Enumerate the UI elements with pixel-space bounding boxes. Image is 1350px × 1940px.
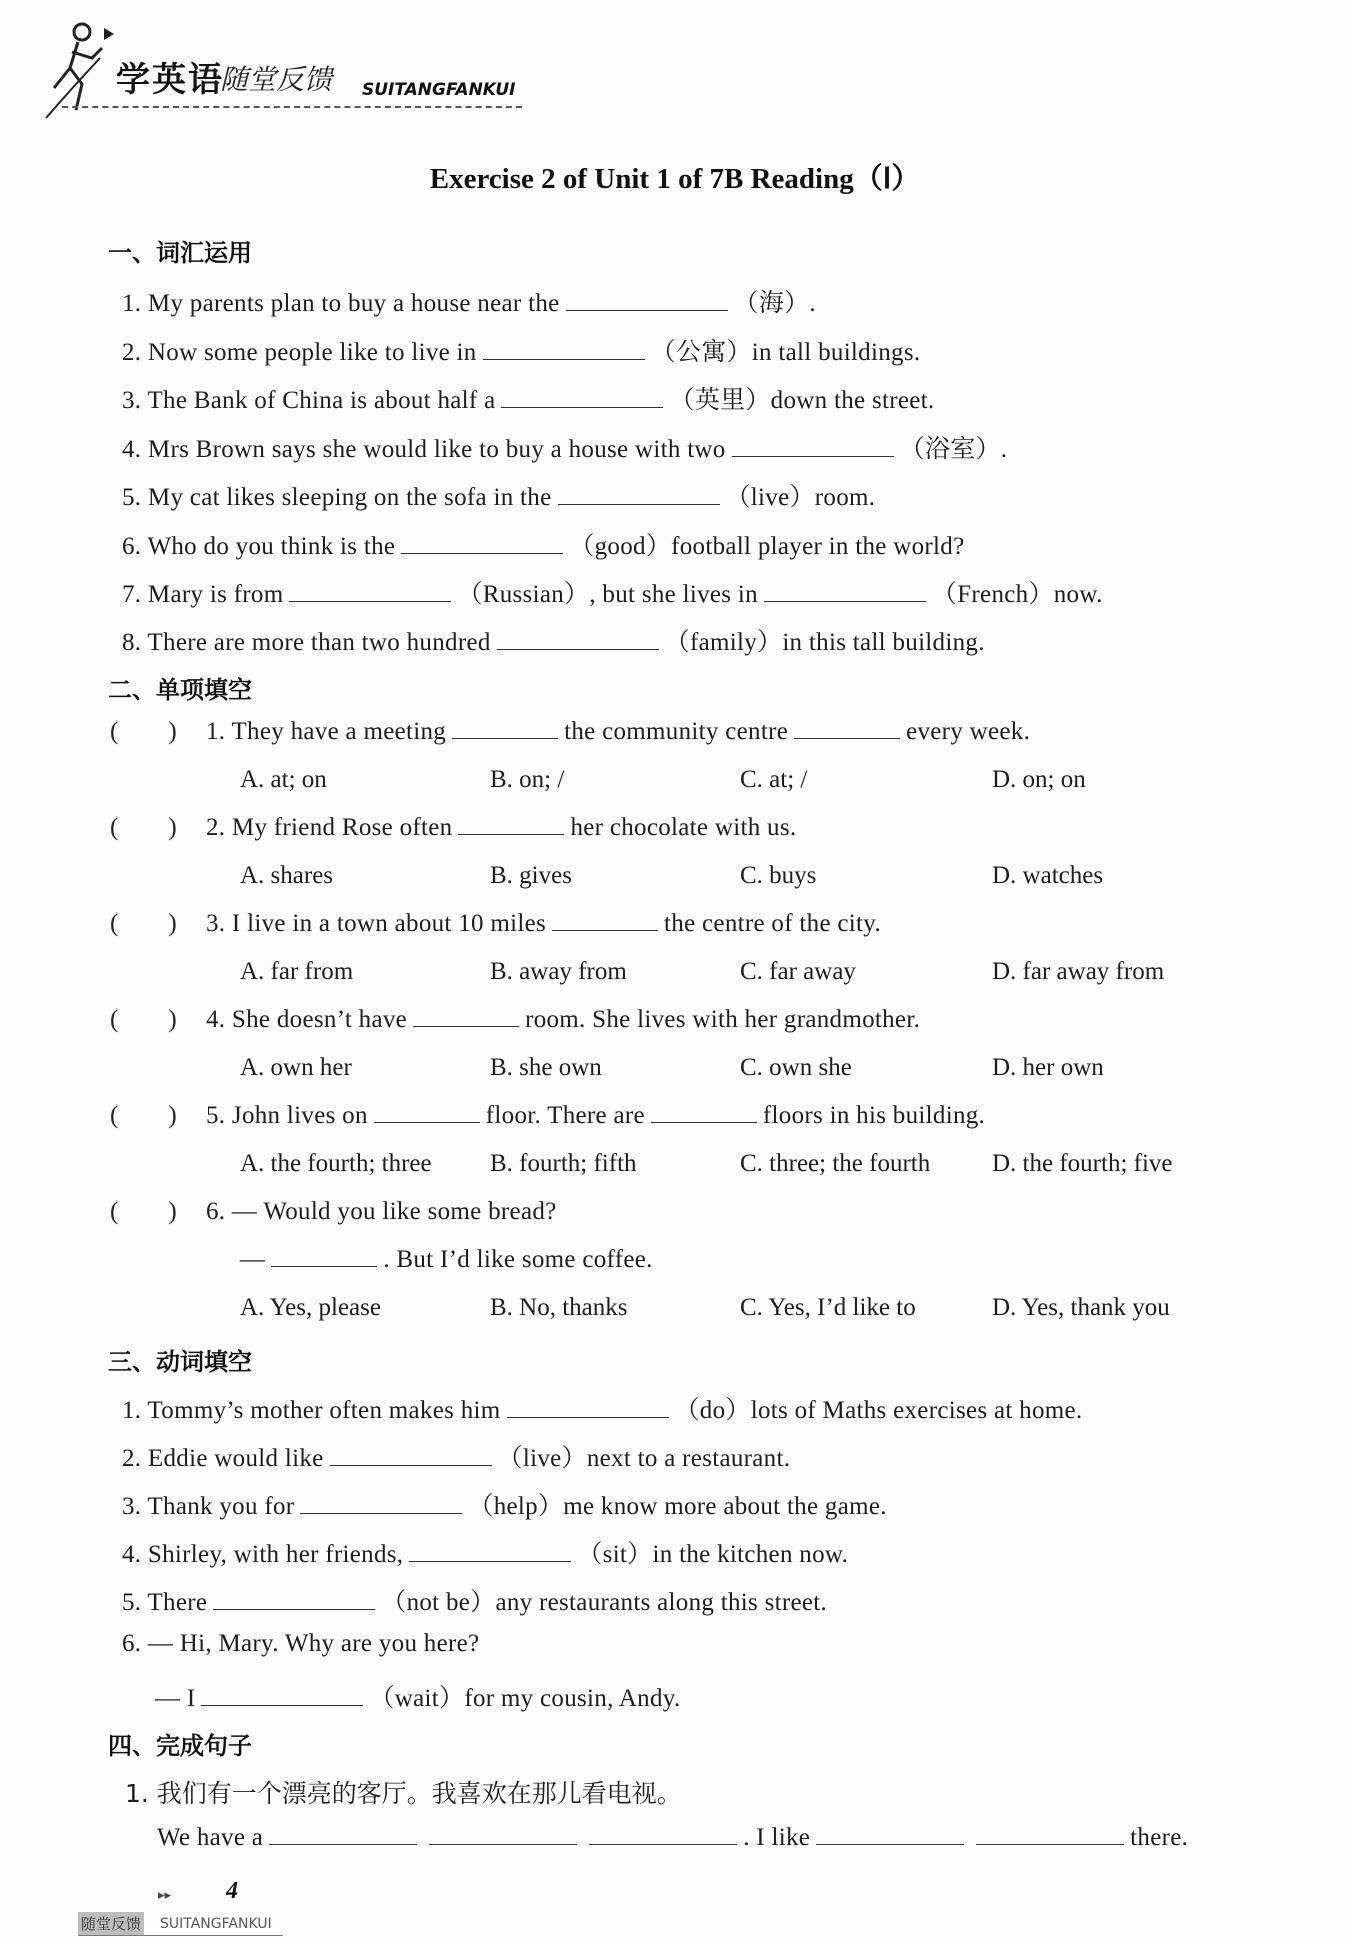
vocab-item-3: 3. The Bank of China is about half a （英里）down the street.: [122, 387, 935, 414]
verb-item-3: 3. Thank you for （help）me know more about the game.: [122, 1493, 887, 1520]
vocab-item-5: 5. My cat likes sleeping on the sofa in the （live）room.: [122, 484, 876, 511]
mc-4-option-a: A. own her: [240, 1054, 352, 1081]
complete-blank[interactable]: [429, 1824, 577, 1845]
mc-3-option-b: B. away from: [490, 958, 627, 985]
answer-bracket-4[interactable]: ( ): [110, 1006, 177, 1033]
vocab-blank-4[interactable]: [732, 436, 894, 457]
mc-question-3: 3. I live in a town about 10 miles the centre of the city.: [206, 910, 882, 937]
answer-bracket-6[interactable]: ( ): [110, 1198, 177, 1225]
mc-question-6: 6. — Would you like some bread?: [206, 1198, 557, 1225]
footer-arrow-icon: ▸▸: [158, 1888, 172, 1903]
mc-6-option-d: D. Yes, thank you: [992, 1294, 1170, 1321]
brand-latin: SUITANGFANKUI: [362, 80, 516, 100]
vocab-item-1: 1. My parents plan to buy a house near the （海）.: [122, 290, 816, 317]
verb-item-5: 5. There （not be）any restaurants along this street.: [122, 1589, 828, 1616]
mc-blank[interactable]: [794, 718, 900, 739]
vocab-blank-5[interactable]: [558, 484, 720, 505]
mc-blank[interactable]: [413, 1006, 519, 1027]
page-number: 4: [226, 1878, 238, 1904]
mc-blank[interactable]: [271, 1246, 377, 1267]
brand-title: 学英语: [116, 60, 224, 100]
brand-subtitle: 随堂反馈: [220, 63, 333, 96]
mc-blank[interactable]: [452, 718, 558, 739]
verb-item-2: 2. Eddie would like （live）next to a restaurant.: [122, 1445, 791, 1472]
page-title: Exercise 2 of Unit 1 of 7B Reading（Ⅰ）: [429, 163, 921, 195]
footer-divider: [78, 1935, 283, 1936]
vocab-blank-1[interactable]: [566, 290, 728, 311]
vocab-blank-7a[interactable]: [289, 581, 451, 602]
complete-blank[interactable]: [816, 1824, 964, 1845]
mc-5-option-b: B. fourth; fifth: [490, 1150, 637, 1177]
verb-blank-4[interactable]: [409, 1541, 571, 1562]
answer-bracket-2[interactable]: ( ): [110, 814, 177, 841]
mc-blank[interactable]: [552, 910, 658, 931]
vocab-item-6: 6. Who do you think is the （good）football player in the world?: [122, 533, 965, 560]
mc-1-option-d: D. on; on: [992, 766, 1086, 793]
complete-blank[interactable]: [589, 1824, 737, 1845]
mc-question-6-reply: — . But I’d like some coffee.: [240, 1246, 653, 1273]
mc-4-option-d: D. her own: [992, 1054, 1104, 1081]
answer-bracket-1[interactable]: ( ): [110, 718, 177, 745]
mc-question-5: 5. John lives on floor. There are floors in his building.: [206, 1102, 986, 1129]
mc-5-option-a: A. the fourth; three: [240, 1150, 432, 1177]
complete-blank[interactable]: [976, 1824, 1124, 1845]
mc-4-option-c: C. own she: [740, 1054, 852, 1081]
footer-brand-cn: 随堂反馈: [78, 1912, 144, 1935]
mc-3-option-a: A. far from: [240, 958, 354, 985]
verb-item-1: 1. Tommy’s mother often makes him （do）lots of Maths exercises at home.: [122, 1397, 1083, 1424]
section-3-title: 三、动词填空: [108, 1348, 252, 1376]
verb-blank-5[interactable]: [213, 1589, 375, 1610]
verb-blank-3[interactable]: [300, 1493, 462, 1514]
mc-6-option-b: B. No, thanks: [490, 1294, 628, 1321]
banner-divider: [62, 106, 522, 108]
vocab-item-7: 7. Mary is from （Russian）, but she lives in （French）now.: [122, 581, 1103, 608]
mc-question-1: 1. They have a meeting the community centre every week.: [206, 718, 1031, 745]
mc-blank[interactable]: [651, 1102, 757, 1123]
mc-1-option-c: C. at; /: [740, 766, 808, 793]
vocab-blank-8[interactable]: [497, 629, 659, 650]
mc-3-option-c: C. far away: [740, 958, 856, 985]
vocab-item-8: 8. There are more than two hundred （family）in this tall building.: [122, 629, 985, 656]
mc-blank[interactable]: [374, 1102, 480, 1123]
answer-bracket-5[interactable]: ( ): [110, 1102, 177, 1129]
verb-item-6-reply: — I （wait）for my cousin, Andy.: [155, 1685, 681, 1712]
complete-q1-english: We have a . I like there.: [157, 1824, 1189, 1851]
vocab-blank-7b[interactable]: [764, 581, 926, 602]
vocab-item-2: 2. Now some people like to live in （公寓）in tall buildings.: [122, 339, 921, 366]
complete-blank[interactable]: [269, 1824, 417, 1845]
mc-5-option-c: C. three; the fourth: [740, 1150, 931, 1177]
runner-figure-icon: [42, 18, 122, 128]
mc-2-option-d: D. watches: [992, 862, 1104, 889]
section-1-title: 一、词汇运用: [108, 239, 252, 267]
answer-bracket-3[interactable]: ( ): [110, 910, 177, 937]
mc-2-option-a: A. shares: [240, 862, 334, 889]
verb-blank-2[interactable]: [330, 1445, 492, 1466]
mc-6-option-c: C. Yes, I’d like to: [740, 1294, 916, 1321]
mc-question-4: 4. She doesn’t have room. She lives with her grandmother.: [206, 1006, 921, 1033]
vocab-blank-2[interactable]: [483, 339, 645, 360]
mc-4-option-b: B. she own: [490, 1054, 602, 1081]
header-banner: [42, 18, 562, 128]
mc-5-option-d: D. the fourth; five: [992, 1150, 1173, 1177]
verb-blank-1[interactable]: [507, 1397, 669, 1418]
complete-q1-chinese: 1. 我们有一个漂亮的客厅。我喜欢在那儿看电视。: [125, 1779, 682, 1808]
verb-blank-6[interactable]: [201, 1685, 363, 1706]
mc-2-option-b: B. gives: [490, 862, 572, 889]
footer-brand-latin: SUITANGFANKUI: [160, 1916, 272, 1932]
mc-blank[interactable]: [458, 814, 564, 835]
mc-6-option-a: A. Yes, please: [240, 1294, 381, 1321]
vocab-blank-6[interactable]: [401, 533, 563, 554]
vocab-blank-3[interactable]: [501, 387, 663, 408]
mc-1-option-a: A. at; on: [240, 766, 327, 793]
section-4-title: 四、完成句子: [108, 1732, 252, 1760]
section-2-title: 二、单项填空: [108, 676, 252, 704]
verb-item-4: 4. Shirley, with her friends, （sit）in the kitchen now.: [122, 1541, 849, 1568]
mc-2-option-c: C. buys: [740, 862, 817, 889]
vocab-item-4: 4. Mrs Brown says she would like to buy a house with two （浴室）.: [122, 436, 1008, 463]
mc-question-2: 2. My friend Rose often her chocolate with us.: [206, 814, 797, 841]
verb-item-6: 6. — Hi, Mary. Why are you here?: [122, 1630, 480, 1657]
mc-1-option-b: B. on; /: [490, 766, 565, 793]
mc-3-option-d: D. far away from: [992, 958, 1165, 985]
